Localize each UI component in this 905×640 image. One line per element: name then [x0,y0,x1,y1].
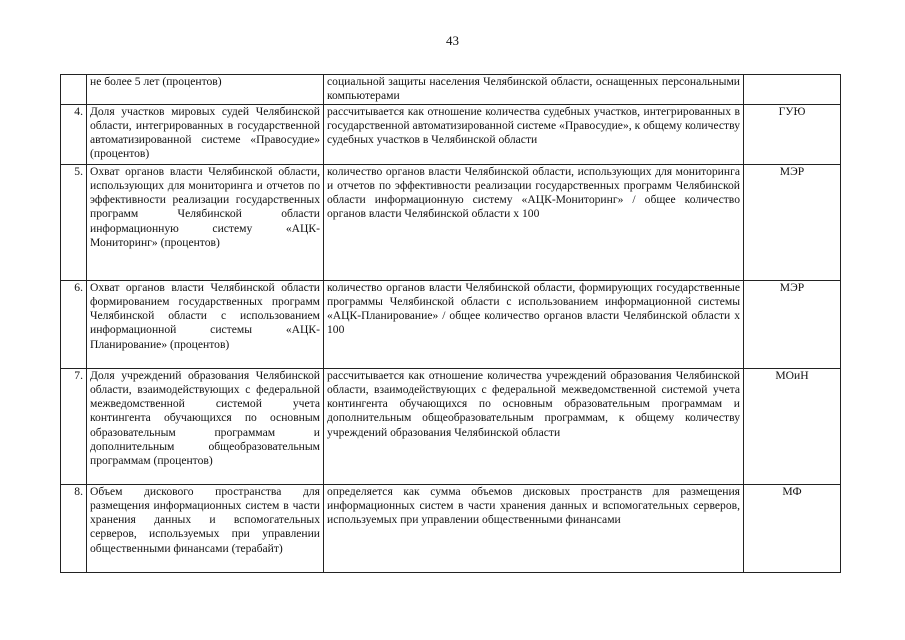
responsible-body: МЭР [744,281,841,369]
table-row [61,485,841,573]
table-row [61,165,841,281]
indicator-name: Охват органов власти Челябинской области формированием государственных программ Челябинской области с использованием информационной системы «АЦК-Планирование» (процентов) [87,281,324,369]
calculation-method: определяется как сумма объемов дисковых пространств для размещения информационных систем в части хранения данных и вспомогательных серверов, используемых при управлении общественными финансами [324,485,744,573]
table-row [61,75,841,105]
responsible-body: ГУЮ [744,105,841,165]
indicator-name: не более 5 лет (процентов) [87,75,324,105]
indicator-name: Доля учреждений образования Челябинской области, взаимодействующих с федеральной межведомственной системой учета контингента обучающихся по основным образовательным программам и дополнительным общеобразовательным программам (процентов) [87,369,324,485]
indicator-name: Доля участков мировых судей Челябинской области, интегрированных в государственной автоматизированной системе «Правосудие» (процентов) [87,105,324,165]
responsible-body: МФ [744,485,841,573]
responsible-body [744,75,841,105]
table-row [61,281,841,369]
table-row [61,369,841,485]
responsible-body: МЭР [744,165,841,281]
calculation-method: количество органов власти Челябинской области, использующих для мониторинга и отчетов по эффективности реализации государственных программ Челябинской области информационную систему «АЦК-Мониторинг» / общее количество органов власти Челябинской области х 100 [324,165,744,281]
calculation-method: количество органов власти Челябинской области, формирующих государственные программы Челябинской области с использованием информационной системы «АЦК-Планирование» / общее количество органов власти Челябинской области х 100 [324,281,744,369]
row-number: 4. [61,105,87,165]
calculation-method: социальной защиты населения Челябинской области, оснащенных персональными компьютерами [324,75,744,105]
indicator-name: Объем дискового пространства для размещения информационных систем в части хранения данных и вспомогательных серверов, используемых при управлении общественными финансами (терабайт) [87,485,324,573]
calculation-method: рассчитывается как отношение количества учреждений образования Челябинской области, взаимодействующих с федеральной межведомственной системой учета контингента обучающихся по основным образовательным программам и дополнительным общеобразовательным программам, к общему количеству учреждений образования Челябинской области [324,369,744,485]
row-number: 7. [61,369,87,485]
row-number: 6. [61,281,87,369]
table-row [61,105,841,165]
calculation-method: рассчитывается как отношение количества судебных участков, интегрированных в государственной автоматизированной системе «Правосудие», к общему количеству судебных участков в Челябинской области [324,105,744,165]
indicators-table [60,74,841,573]
row-number: 5. [61,165,87,281]
row-number: 8. [61,485,87,573]
row-number [61,75,87,105]
page-number: 43 [446,33,459,48]
responsible-body: МОиН [744,369,841,485]
indicator-name: Охват органов власти Челябинской области, использующих для мониторинга и отчетов по эффективности реализации государственных программ Челябинской области информационную систему «АЦК-Мониторинг» (процентов) [87,165,324,281]
